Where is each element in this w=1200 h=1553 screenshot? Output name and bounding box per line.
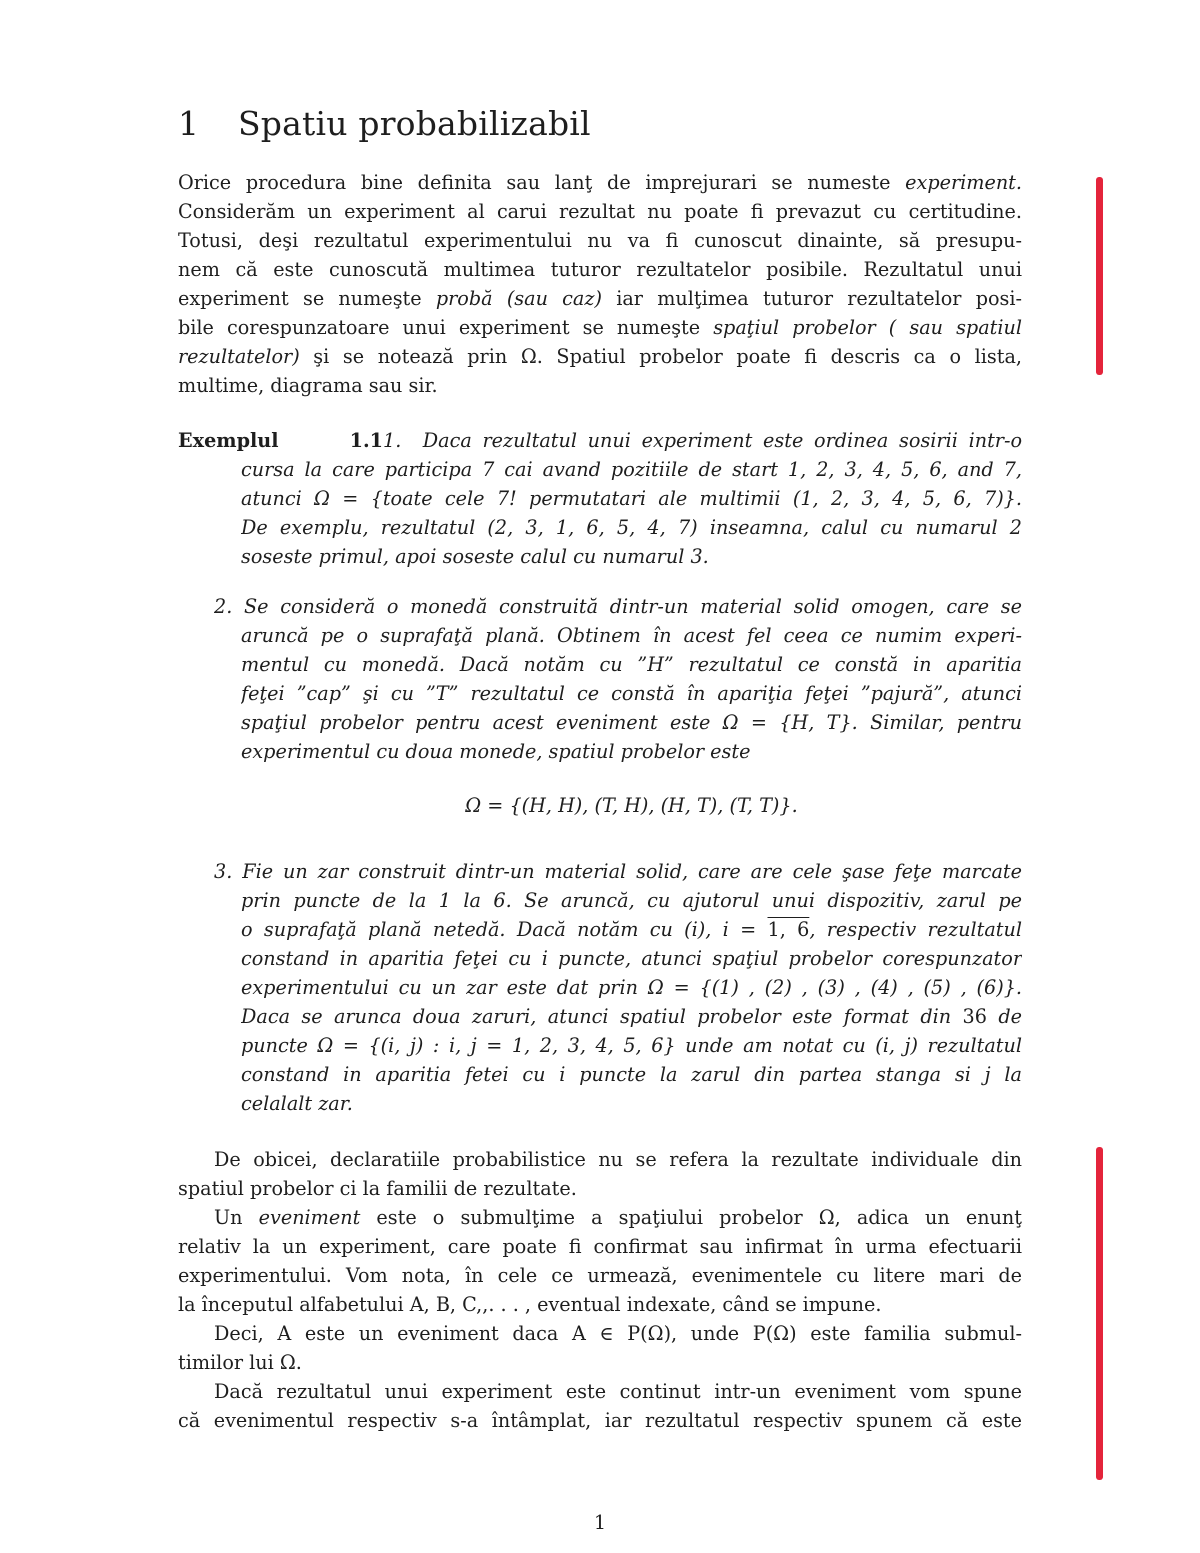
body-line: experimentului. Vom nota, în cele ce urmează, evenimentele cu litere mari de (178, 1264, 1022, 1287)
item-2-number: 2. (214, 595, 233, 618)
body-line: De obicei, declaratiile probabilistice nu se refera la rezultate individuale din (214, 1148, 1022, 1171)
example-label: Exemplul 1.1 (178, 429, 383, 452)
intro-line-7: rezultatelor) şi se notează prin Ω. Spatiul probelor poate fi descris ca o lista, (178, 345, 1022, 368)
example-item-3-line: Daca se arunca doua zaruri, atunci spatiul probelor este format din 36 de (241, 1005, 1022, 1028)
example-item-3-line: puncte Ω = {(i, j) : i, j = 1, 2, 3, 4, 5, 6} unde am notat cu (i, j) rezultatul (241, 1034, 1022, 1057)
example-item-1-line: De exemplu, rezultatul (2, 3, 1, 6, 5, 4, 7) inseamna, calul cu numarul 2 (241, 516, 1022, 539)
example-item-2-line: mentul cu monedă. Dacă notăm cu ”H” rezultatul ce constă in aparitia (241, 653, 1022, 676)
item-3-number: 3. (214, 860, 233, 883)
body-line: la începutul alfabetului A, B, C,,. . . , eventual indexate, când se impune. (178, 1293, 882, 1316)
example-item-3-line: 3. Fie un zar construit dintr-un material solid, care are cele şase feţe marcate (214, 860, 1022, 883)
example-item-2-line: 2. Se consideră o monedă construită dintr-un material solid omogen, care se (214, 595, 1022, 618)
example-item-1-line: atunci Ω = {toate cele 7! permutatari ale multimii (1, 2, 3, 4, 5, 6, 7)}. (241, 487, 1022, 510)
display-equation: Ω = {(H, H), (T, H), (H, T), (T, T)}. (465, 794, 798, 817)
example-item-2-line: experimentul cu doua monede, spatiul probelor este (241, 740, 751, 763)
example-item-3-line: constand in aparitia fetei cu i puncte la zarul din partea stanga si j la (241, 1063, 1022, 1086)
example-item-3-line: o suprafaţă plană netedă. Dacă notăm cu (i), i = 1, 6, respectiv rezultatul (241, 918, 1022, 941)
paper-page (178, 0, 1022, 1553)
example-item-1-line: cursa la care participa 7 cai avand pozitiile de start 1, 2, 3, 4, 5, 6, and 7, (241, 458, 1022, 481)
emph-experiment: experiment. (905, 171, 1022, 194)
page-number: 1 (593, 1511, 607, 1534)
item-1-number: 1. (383, 429, 402, 452)
body-line: Un eveniment este o submulţime a spaţiului probelor Ω, adica un enunţ (214, 1206, 1022, 1229)
intro-line-6: bile corespunzatoare unui experiment se numeşte spaţiul probelor ( sau spatiul (178, 316, 1022, 339)
body-line: Deci, A este un eveniment daca A ∈ P(Ω), unde P(Ω) este familia submul- (214, 1322, 1022, 1345)
intro-line-2: Considerăm un experiment al carui rezultat nu poate fi prevazut cu certitudine. (178, 200, 1022, 223)
example-item-2-line: aruncă pe o suprafaţă plană. Obtinem în acest fel ceea ce numim experi- (241, 624, 1022, 647)
body-line: timilor lui Ω. (178, 1351, 302, 1374)
intro-line-1: Orice procedura bine definita sau lanţ de imprejurari se numeste experiment. (178, 171, 1022, 194)
section-number: 1 (178, 104, 200, 143)
change-bar-top (1096, 177, 1103, 375)
intro-line-4: nem că este cunoscută multimea tuturor rezultatelor posibile. Rezultatul unui (178, 258, 1022, 281)
change-bar-bottom (1096, 1147, 1103, 1480)
example-item-2-line: spaţiul probelor pentru acest eveniment este Ω = {H, T}. Similar, pentru (241, 711, 1022, 734)
body-line: spatiul probelor ci la familii de rezultate. (178, 1177, 577, 1200)
intro-line-8: multime, diagrama sau sir. (178, 374, 438, 397)
example-item-3-line: prin puncte de la 1 la 6. Se aruncă, cu ajutorul unui dispozitiv, zarul pe (241, 889, 1022, 912)
emph-proba: probă (sau caz) (435, 287, 602, 310)
emph-eveniment: eveniment (258, 1206, 361, 1229)
intro-line-3: Totusi, deşi rezultatul experimentului nu va fi cunoscut dinainte, să presupu- (178, 229, 1022, 252)
intro-line-5: experiment se numeşte probă (sau caz) iar mulţimea tuturor rezultatelor posi- (178, 287, 1022, 310)
example-line-1: Exemplul 1.11. Daca rezultatul unui experiment este ordinea sosirii intr-o (178, 426, 1022, 456)
example-item-3-line: celalalt zar. (241, 1092, 353, 1115)
example-item-3-line: constand in aparitia feţei cu i puncte, atunci spaţiul probelor corespunzator (241, 947, 1022, 970)
section-heading (178, 104, 591, 143)
body-line: că evenimentul respectiv s-a întâmplat, iar rezultatul respectiv spunem că este (178, 1409, 1022, 1432)
body-line: relativ la un experiment, care poate fi confirmat sau infirmat în urma efectuarii (178, 1235, 1022, 1258)
body-line: Dacă rezultatul unui experiment este continut intr-un eveniment vom spune (214, 1380, 1022, 1403)
section-title: Spatiu probabilizabil (238, 104, 591, 143)
example-item-1-line: soseste primul, apoi soseste calul cu numarul 3. (241, 545, 709, 568)
example-item-3-line: experimentului cu un zar este dat prin Ω = {(1) , (2) , (3) , (4) , (5) , (6)}. (241, 976, 1022, 999)
range-overline: 1, 6 (767, 918, 810, 941)
example-item-2-line: feţei ”cap” şi cu ”T” rezultatul ce constă în apariţia feţei ”pajură”, atunci (241, 682, 1022, 705)
emph-spatiul-probelor: spaţiul probelor ( sau spatiul (713, 316, 1022, 339)
